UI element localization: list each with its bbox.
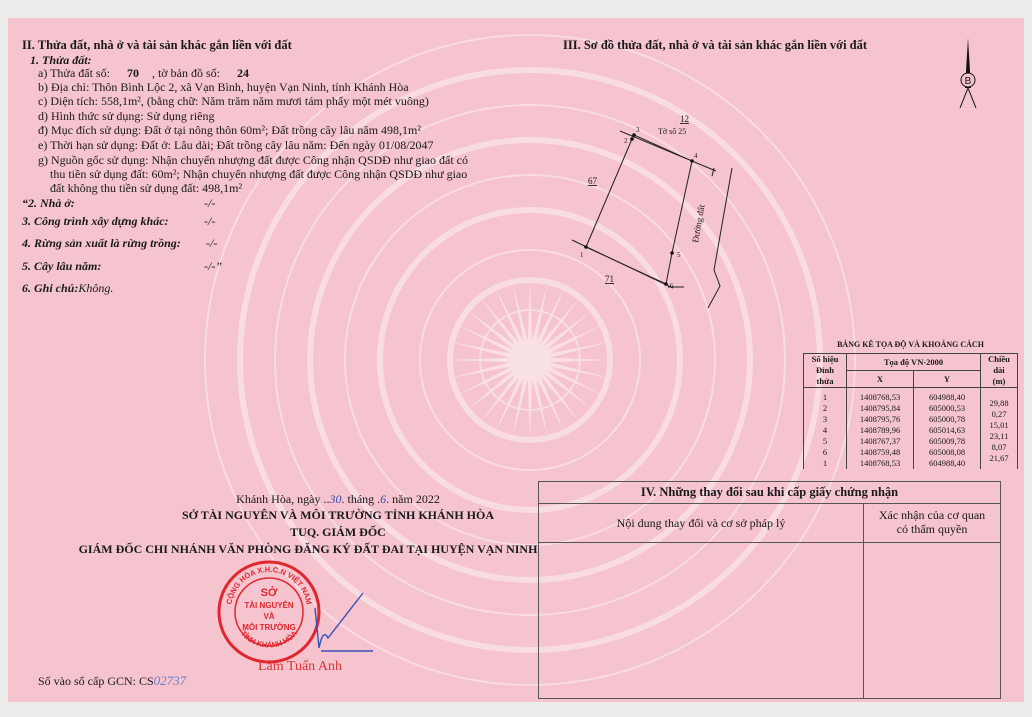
on-behalf: TUQ. GIÁM ĐỐC — [290, 525, 386, 539]
top-neighbor-label: 12 — [680, 114, 689, 124]
compass-letter: B — [964, 76, 972, 87]
land-heading: 1. Thửa đất: — [30, 53, 92, 67]
table-cell: 21,67 — [989, 453, 1009, 463]
table-cell: 605000,78 — [928, 414, 966, 424]
issue-day: 30 — [329, 492, 342, 506]
table-cell: 8,07 — [991, 442, 1007, 452]
vertex-label: 1 — [580, 251, 584, 259]
forest-label: 4. Rừng sản xuất là rừng trồng: — [22, 236, 181, 250]
note-label: 6. Ghi chú: — [22, 281, 79, 295]
usage-origin-2: thu tiền sử dụng đất: 60m²; Nhận chuyển nhượng đất được Công nhận QSDĐ như giao — [50, 167, 468, 181]
table-cell: 1408795,84 — [859, 403, 901, 413]
vertex-label: 4 — [694, 152, 698, 160]
vertex-label: 3 — [636, 126, 640, 134]
table-cell: 1 — [822, 392, 828, 402]
col-authority-confirmation — [864, 504, 1000, 542]
other-construction-label: 3. Công trình xây dựng khác: — [22, 214, 169, 228]
table-cell: 605008,08 — [928, 447, 966, 457]
parcel-boundary — [586, 135, 692, 284]
coordinate-table-title: BẢNG KÊ TỌA ĐỘ VÀ KHOẢNG CÁCH — [837, 340, 984, 349]
signer-name: Lâm Tuấn Anh — [258, 659, 343, 674]
section4-title: IV. Những thay đổi sau khi cấp giấy chứng nhận — [539, 482, 1000, 504]
map-sheet-number: 24 — [236, 66, 249, 80]
forest-value: -/- — [206, 236, 218, 250]
address: b) Địa chỉ: Thôn Bình Lộc 2, xã Vạn Bình, huyện Vạn Ninh, tỉnh Khánh Hòa — [38, 80, 409, 94]
house-label: “2. Nhà ở: — [22, 196, 75, 210]
table-cell: 1408789,96 — [859, 425, 901, 435]
parcel-number: 70 — [126, 66, 139, 80]
table-cell: 1408795,76 — [859, 414, 901, 424]
table-cell: 15,01 — [989, 420, 1009, 430]
usage-form: d) Hình thức sử dụng: Sử dụng riêng — [38, 109, 215, 123]
top-sheet-label: Tờ số 25 — [658, 127, 687, 136]
table-cell: 1408768,53 — [859, 392, 901, 402]
table-cell: 1408759,48 — [859, 447, 901, 457]
table-cell: 605000,53 — [928, 403, 966, 413]
table-cell: 1 — [822, 458, 828, 468]
table-cell: 1408768,53 — [859, 458, 901, 468]
perennial-value: -/-” — [204, 259, 222, 273]
section2-title: II. Thửa đất, nhà ở và tài sản khác gắn liền với đất — [22, 38, 292, 52]
area: c) Diện tích: 558,1m², (bằng chữ: Năm trăm năm mươi tám phẩy một mét vuông) — [38, 94, 429, 108]
table-cell: 5 — [822, 436, 828, 446]
change-content-cell — [539, 543, 864, 698]
registry-number: 02737 — [153, 673, 187, 688]
date-prefix: Khánh Hòa, ngày .. — [236, 492, 330, 506]
stamp-inner-3: VÀ — [263, 612, 275, 621]
issue-date — [188, 492, 488, 507]
coordinate-table-block — [803, 340, 1018, 469]
left-neighbor-label: 67 — [588, 176, 597, 186]
table-cell: 604988,40 — [928, 392, 966, 402]
table-cell: 605014,63 — [928, 425, 966, 435]
table-cell: 605009,78 — [928, 436, 966, 446]
col-length: Chiều dài — [988, 354, 1010, 375]
table-cell: 4 — [822, 425, 828, 435]
table-cell: 29,88 — [989, 398, 1009, 408]
parcel-label: a) Thửa đất số: — [38, 66, 110, 80]
col-vertex-2: Đỉnh thửa — [816, 365, 834, 386]
table-cell: 3 — [822, 414, 828, 424]
vertex-point — [664, 282, 668, 286]
col-vertex: Số hiệu — [811, 354, 839, 364]
top-boundary-extension — [620, 131, 716, 171]
table-cell: 604988,40 — [928, 458, 966, 468]
col-coord: Tọa độ VN-2000 — [847, 354, 981, 371]
registry-label: Số vào sổ cấp GCN: CS — [38, 674, 154, 688]
vertex-point — [584, 245, 588, 249]
registry-line — [38, 674, 186, 688]
usage-term: e) Thời hạn sử dụng: Đất ở: Lâu dài; Đất trồng cây lâu năm: Đến ngày 01/08/2047 — [38, 138, 434, 152]
col-x: X — [847, 371, 914, 388]
stamp-bottom-text: TỈNH KHÁNH HÒA — [238, 628, 300, 650]
changes-table — [538, 481, 1001, 699]
table-cell: 1408767,37 — [859, 436, 901, 446]
stamp-inner-1: SỞ — [260, 587, 278, 599]
usage-origin-3: đất không thu tiền sử dụng đất: 498,1m² — [50, 181, 243, 195]
vertex-point — [670, 251, 674, 255]
table-cell: 2 — [822, 403, 828, 413]
table-cell: 6 — [822, 447, 828, 457]
issue-month: 6 — [380, 492, 387, 506]
perennial-label: 5. Cây lâu năm: — [22, 259, 102, 273]
usage-purpose: đ) Mục đích sử dụng: Đất ở tại nông thôn 60m²; Đất trồng cây lâu năm 498,1m² — [38, 123, 421, 137]
col-confirm-line-2: có thẩm quyền — [896, 522, 968, 536]
coordinate-table — [803, 353, 1018, 469]
land-use-certificate — [8, 18, 1024, 702]
signer-position: GIÁM ĐỐC CHI NHÁNH VĂN PHÒNG ĐĂNG KÝ ĐẤT ĐAI TẠI HUYỆN VẠN NINH — [78, 542, 538, 556]
col-change-content: Nội dung thay đổi và cơ sở pháp lý — [539, 504, 864, 542]
table-cell: 0,27 — [991, 409, 1007, 419]
col-confirm-line-1: Xác nhận của cơ quan — [878, 508, 986, 522]
bottom-neighbor-label: 71 — [605, 274, 614, 284]
issuing-org: SỞ TÀI NGUYÊN VÀ MÔI TRƯỜNG TỈNH KHÁNH HÒA — [181, 508, 495, 522]
vertex-label: 2 — [624, 137, 628, 145]
vertex-point — [630, 137, 634, 141]
usage-origin-1: g) Nguồn gốc sử dụng: Nhận chuyển nhượng đất được Công nhận QSDĐ như giao đất có — [38, 153, 468, 167]
official-stamp — [213, 558, 373, 668]
map-sheet-label: , tờ bản đồ số: — [151, 66, 220, 80]
handwritten-signature — [315, 593, 373, 651]
road-label: Đường đất — [690, 203, 707, 244]
col-y: Y — [914, 371, 981, 388]
other-construction-value: -/- — [204, 214, 216, 228]
vertex-label: 6 — [670, 282, 674, 290]
year-label: . năm 2022 — [386, 492, 440, 506]
month-label: . tháng . — [341, 492, 381, 506]
note-value: Không. — [78, 281, 114, 295]
stamp-inner-4: MÔI TRƯỜNG — [242, 623, 296, 632]
section3-title: III. Sơ đồ thửa đất, nhà ở và tài sản khác gắn liền với đất — [563, 38, 868, 52]
col-length-unit: (m) — [992, 376, 1006, 386]
stamp-outer-text: CỘNG HÒA X.H.C.N VIỆT NAM — [224, 564, 314, 606]
table-cell: 23,11 — [989, 431, 1009, 441]
vertex-label: 5 — [677, 251, 681, 259]
road-edge — [708, 168, 732, 308]
house-value: -/- — [204, 196, 216, 210]
stamp-inner-2: TÀI NGUYÊN — [244, 601, 294, 610]
